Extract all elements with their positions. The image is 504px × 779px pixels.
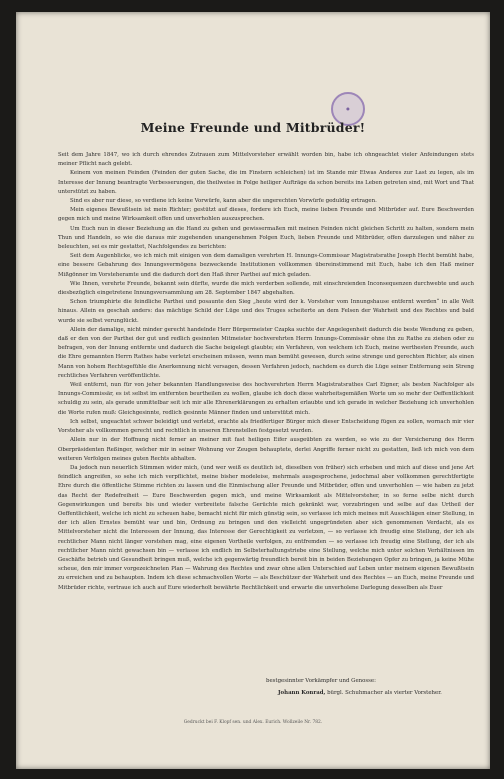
paragraph-12: Allein nur in der Hoffnung nicht ferner an meiner mit fast heiligen Eifer ausgeübten zu werden, so wie zu der Versicherung des Herrn Oberpräsidenten Reßinger, welcher mir in seiner Wohnung vor Zeugen behauptete, derlei Angriffe ferner nicht zu gestatten, ließ ich mich von dem weiteren Verfolgen meines guten Rechts abhalten. <box>58 437 474 462</box>
paragraph-1: Seit dem Jahre 1847, wo ich durch ehrendes Zutrauen zum Mittelvorsteher erwählt worden bin, habe ich ohngeachtet vieler Anfeindungen stets meiner Pflicht nach gelebt. <box>58 152 474 168</box>
paragraph-11: Ich selbst, ungeachtet schwer beleidigt und verletzt, erachte als friedfertiger Bürger mich dieser Entscheidung fügen zu sollen, wornach mir vier Vorsteher als vollkommen gerecht und rechtlich in unseren Ehrenstellen festgesetzt wurden. <box>58 418 474 435</box>
document-title: Meine Freunde und Mitbrüder! <box>140 120 366 135</box>
signature-name: Johann Konrad, <box>278 690 326 696</box>
paragraph-9: Allein der damalige, nicht minder gerecht handelnde Herr Bürgermeister Czapka suchte der Angelegenheit dadurch die beste Wendung zu geben, daß er den von der Parthei der gut und redlich gesinnten Mitmeister hochverehrten Herrn Innungs-Commissär ohne ihn zu Rathe zu ziehen oder zu befragen, von der Innung entfernte und dadurch die Sache beigelegt glaubte; ein Verfahren, von welchem ich Euch, meine werthesten Freunde, auch die Ehre gemannten Herrn Rathes habe verletzt erscheinen müssen, wenn man bemüht gewesen, durch seine strenge und gerechten Richter, als einen Mann von hohem Rechtsgefühle die Anerkennung nicht versagen, dessen Verfahren jedoch, nachdem es durch die Lüge seiner Entfernung sein Streng rechtliches Verfahren veröffentlichte. <box>58 326 474 379</box>
document-body <box>58 151 474 593</box>
closing-line: bestgesinnter Vorkämpfer und Genosse: <box>266 678 376 684</box>
paragraph-7: Wie Ihnen, verehrte Freunde, bekannt sein dürfte, wurde die mich verderben sollende, mit einschreienden Inconsequenzen durchwebte und auch diesbezüglich eingetretene Innungsversammlung am 28. September 1847 abgehalten. <box>58 280 474 297</box>
archive-stamp: ● <box>331 92 365 126</box>
signature-role: bürgl. Schuhmacher als vierter Vorsteher. <box>327 690 442 696</box>
printer-imprint: Gedruckt bei F. Klopf sen. und Alex. Eurich. Wollzeile Nr. 782. <box>183 720 323 725</box>
signature <box>278 690 442 696</box>
paragraph-13: Da jedoch nun neuerlich Stimmen wider mich, (und wer weiß es deutlich ist, dieselben von früher) sich erheben und mich auf diese und jene Art feindlich angreifen, so sehe ich mich verpflichtet, meine bisher modeleise, mehrmals ausgesprochene, jedochmal aber vollkommen gerechtfertigte Ehre durch die öffentliche Stimme richten zu lassen und die Einmischung aller Freunde und Mitbrüder, offen und unverhohlen — wie haben zu jetzt das Recht der Redefreiheit — Eure Beschwerden gegen mich, und meine Wirksamkeit als Mittelvorsteher, in so ferne selbe nicht durch Gegenwirkungen und bereits bis und wieder verbreitete falsche Gerüchte mich gekränkt war, vorzubringen und selbe auf das Urtheil der Oeffentlichkeit, welche ich nicht zu scheuen habe, bemacht nicht für mich günstig sein, so verlasse ich mich meines mit Ausschlägen einer Stellung, in der ich allen Ernstes bemüht war und bin, Ordnung zu bringen und den vielleicht ungegründeten aber sich genommenen Verdacht, als es Mittelvorsteher nicht die Interessen der Innung, das Interesse der Gerechtigkeit zu verletzen, — so verlasse ich freudig eine Stellung, der ich als rechtlicher Mann nicht länger vorstehen mag, eine eigenen Vortheile verfolgen, zu entfremden — so verlasse ich freudig eine Stellung, der ich als rechtlicher Mann nicht gewachsen bin — verlasse ich endlich im Selbsterhaltungstriebe eine Stellung, welche mich unter solchen Verhältnissen im Geschäfte betrieb und Gesundheit bringen muß, welche ich gegenwärtig freundlich bereit bin in beiden Beziehungen Opfer zu bringen, ja keine Mühe scheue, den mir immer vorgezeichneten Plan — Wahrung des Rechtes und zwar ohne allen Unterschied auf Leben unter meinem eigenen Bewußtsein zu erreichen und zu behaupten. Indem ich diese schmachvollen Worte — als Beschützer der Wahrheit und des Rechtes — an Euch, meine Freunde und Mitbrüder richte, vertraue ich auch auf Eure wiederholt bewährte Rechtlichkeit und erwarte die unverholene Darlegung desselben als Euer <box>58 464 474 591</box>
document-sheet <box>16 12 490 769</box>
paragraph-6: Seit dem Augenblicke, wo ich mich mit einigen von dem damaligen verehrten H. Innungs-Commissar Magistratsrathe Joseph Hecht bemüht habe, eine bessere Gebahrung des Innungsvermögens bezweckende Institutionen vollkommen übereinstimmend mit Euch, habe ich den Haß meiner Mißgönner im Vorsteheramte und die dadurch dort den Haß ihrer Parthei auf mich geladen. <box>58 253 474 278</box>
paragraph-4: Mein eigenes Bewußtsein ist mein Richter; gestützt auf dieses, fordere ich Euch, meine lieben Freunde und Mitbrüder auf. Eure Beschwerden gegen mich und meine Wirksamkeit offen und unverhohlen auszusprechen. <box>58 207 474 223</box>
paragraph-8: Schon triumphirte die feindliche Parthei und posaunte den Sieg „heute wird der k. Vorsteher vom Innungshause entfernt werden“ in alle Welt hinaus. Allein es geschah anders: das mächtige Schild der Lüge und des Truges scheiterte an dem Felsen der Wahrheit und des Rechtes und bald wurde sie selbst verunglückt. <box>58 299 474 324</box>
paragraph-2: Keinem von meinen Feinden (Feinden der guten Sache, die im Finstern schleichen) ist im Stande mir Etwas Anderes zur Last zu legen, als im Interesse der Innung beantragte Verbesserungen, die theilweise in Folge heiliger Aufträge da schon bereits ins Leben getreten sind, mit Wort und That unterstützt zu haben. <box>58 170 474 195</box>
paragraph-10: Weil entfernt, nun für von jeher bekannten Handlungsweise des hochverehrten Herrn Magistratsrathes Carl Eigner, als besten Nachfolger als Innungs-Commissär, es ist selbst im entfernten beurtheilen zu wollen, glaube ich doch diese wahrheitsgemäßen Worte um so mehr der Oeffentlichkeit schuldig zu sein, als gerade unmittelbar seit ich mir alle Ehrenerklärungen zu erhalten erlaubte und ich gerade in welcher Beziehung ich unverhohlen die Worte rufen muß: Gleichgesinnte, redlich gesinnte Männer finden und unterstützt mich. <box>58 382 474 416</box>
paragraph-5: Um Euch nun in dieser Beziehung an die Hand zu gehen und gewissermaßen mit meinen Feinden nicht gleichen Schritt zu halten, sondern mein Thun und Handeln, so wie die daraus mir zugehenden unangenehmen Folgen Euch, lieben Freunde und Mitbrüder, offen darzulegen und näher zu beleuchten, sei es mir gestattet, Nachfolgendes zu berichten: <box>58 225 474 251</box>
paragraph-3: Sind es aber nur diese, so verdiene ich keine Vorwürfe, kann aber die ungerechten Vorwürfe geduldig ertragen. <box>70 198 377 205</box>
